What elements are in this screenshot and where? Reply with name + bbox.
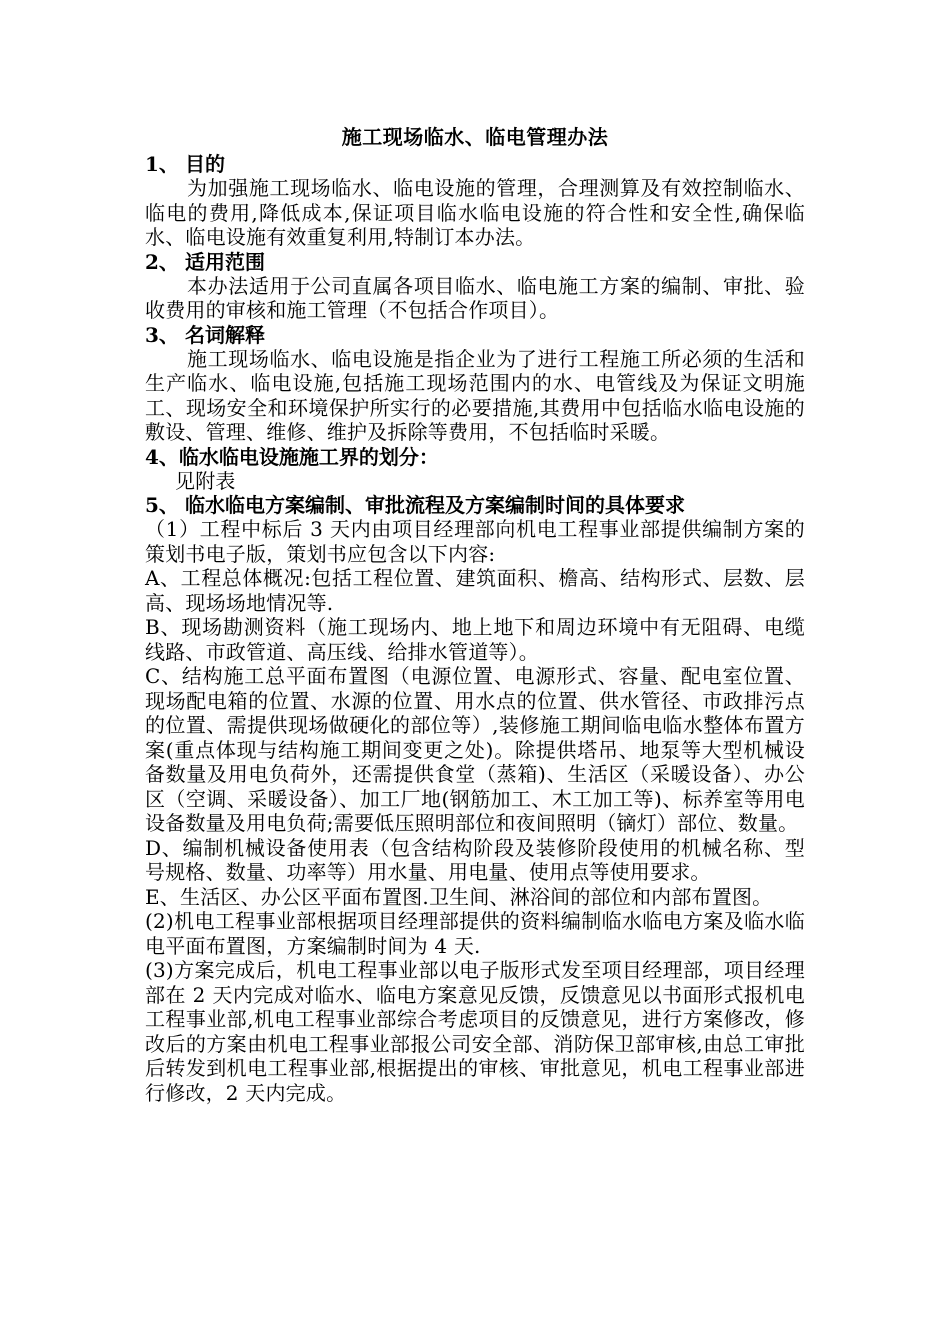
section-number: 1、 [145, 152, 179, 176]
document-title: 施工现场临水、临电管理办法 [341, 125, 609, 149]
requirement-paragraph-1: （1）工程中标后 3 天内由项目经理部向机电工程事业部提供编制方案的策划书电子版，策划书应包含以下内容: [145, 517, 805, 566]
section-title: 目的 [185, 152, 225, 176]
section-number: 2、 [145, 249, 179, 274]
section-body-division: 见附表 [175, 468, 236, 493]
section-heading-terms [145, 323, 805, 347]
requirement-paragraph-3: (3)方案完成后，机电工程事业部以电子版形式发至项目经理部，项目经理部在 2 天内完成对临水、临电方案意见反馈，反馈意见以书面形式报机电工程事业部,机电工程事业部综合考虑项目的反馈意见，进行方案修改，修改后的方案由机电工程事业部报公司安全部、消防保卫部审核,由总工审批后转发到机电工程事业部,根据提出的审核、审批意见，机电工程事业部进行修改，2 天内完成。 [145, 958, 805, 1105]
section-title: 临水临电方案编制、审批流程及方案编制时间的具体要求 [185, 493, 685, 517]
section-body-terms: 施工现场临水、临电设施是指企业为了进行工程施工所必须的生活和生产临水、临电设施,包括施工现场范围内的水、电管线及为保证文明施工、现场安全和环境保护所实行的必要措施,其费用中包括临水临电设施的敷设、管理、维修、维护及拆除等费用，不包括临时采暖。 [145, 346, 805, 444]
section-number: 5、 [145, 493, 179, 517]
requirement-item-e: E、生活区、办公区平面布置图.卫生间、淋浴间的部位和内部布置图。 [145, 884, 773, 909]
requirement-item-c: C、结构施工总平面布置图（电源位置、电源形式、容量、配电室位置、现场配电箱的位置、水源的位置、用水点的位置、供水管径、市政排污点的位置、需提供现场做硬化的部位等）,装修施工期间临电临水整体布置方案(重点体现与结构施工期间变更之处)。除提供塔吊、地泵等大型机械设备数量及用电负荷外，还需提供食堂（蒸箱)、生活区（采暖设备）、办公区（空调、采暖设备）、加工厂地(钢筋加工、木工加工等)、标养室等用电设备数量及用电负荷;需要低压照明部位和夜间照明（镝灯）部位、数量。 [145, 664, 805, 835]
section-heading-purpose [145, 152, 805, 176]
requirement-item-d: D、编制机械设备使用表（包含结构阶段及装修阶段使用的机械名称、型号规格、数量、功率等）用水量、用电量、使用点等使用要求。 [145, 835, 805, 884]
section-body-purpose: 为加强施工现场临水、临电设施的管理，合理测算及有效控制临水、临电的费用,降低成本,保证项目临水临电设施的符合性和安全性,确保临水、临电设施有效重复利用,特制订本办法。 [145, 176, 805, 249]
section-title: 名词解释 [185, 322, 265, 347]
section-heading-requirements [145, 493, 805, 517]
section-body-scope: 本办法适用于公司直属各项目临水、临电施工方案的编制、审批、验收费用的审核和施工管理（不包括合作项目）。 [145, 273, 805, 322]
requirement-item-b: B、现场勘测资料（施工现场内、地上地下和周边环境中有无阻碍、电缆线路、市政管道、高压线、给排水管道等）。 [145, 615, 805, 664]
section-heading-scope [145, 250, 805, 274]
document-page [145, 122, 805, 1105]
section-number: 3、 [145, 322, 179, 347]
section-title: 适用范围 [185, 249, 265, 274]
requirement-paragraph-2: (2)机电工程事业部根据项目经理部提供的资料编制临水临电方案及临水临电平面布置图，方案编制时间为 4 天. [145, 909, 805, 958]
section-heading-division: 4、临水临电设施施工界的划分： [145, 444, 439, 469]
requirement-item-a: A、工程总体概况:包括工程位置、建筑面积、檐高、结构形式、层数、层高、现场场地情况等. [145, 566, 805, 615]
